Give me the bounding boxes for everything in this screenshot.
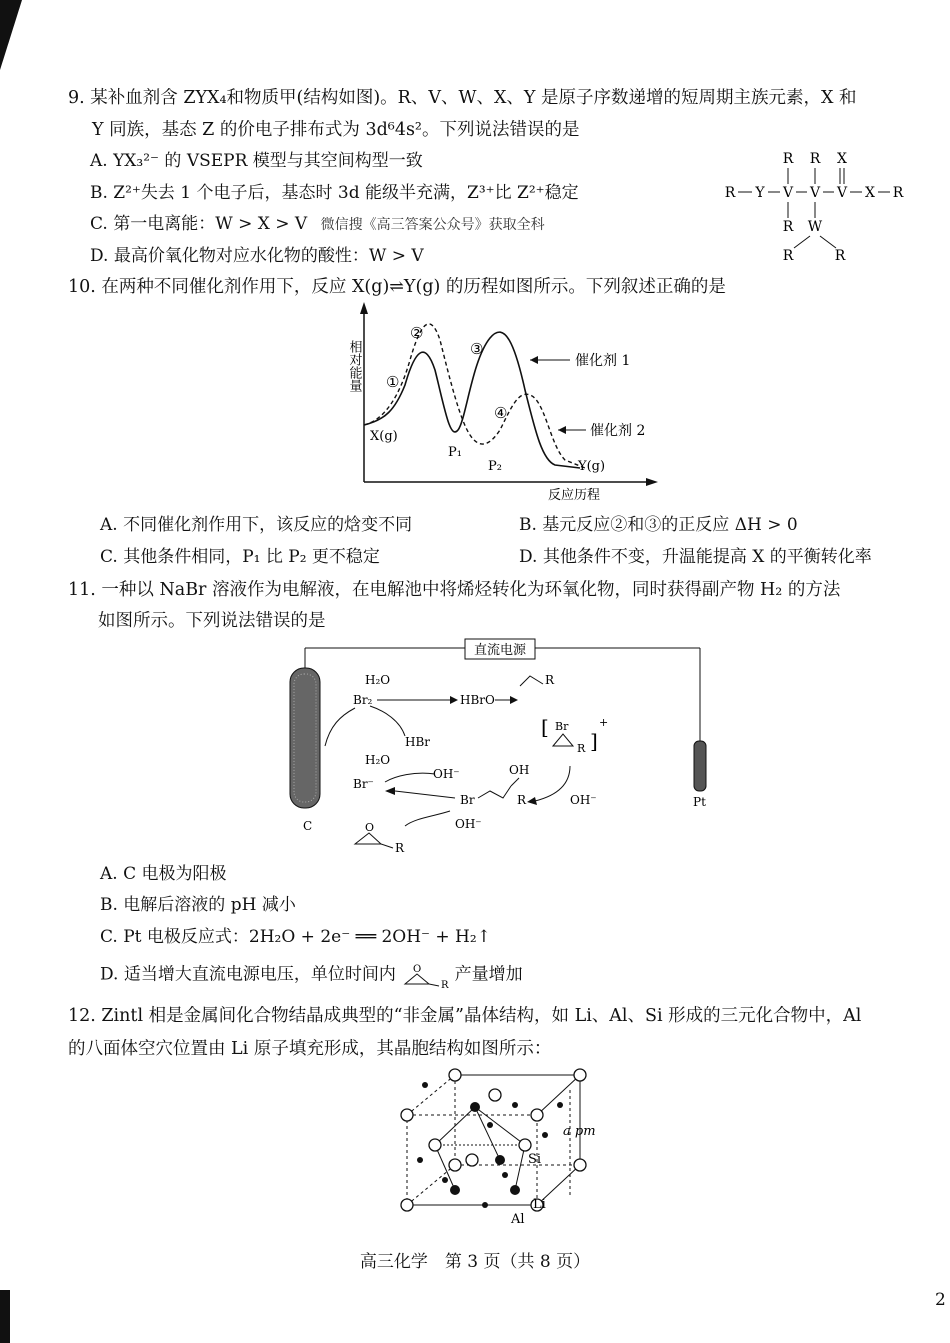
q10-option-b: B. 基元反应②和③的正反应 ΔH > 0 <box>519 515 798 535</box>
q10-energy-diagram <box>330 300 660 510</box>
q9-stem-line2: Y 同族，基态 Z 的价电子排布式为 3d⁶4s²。下列说法错误的是 <box>92 120 580 140</box>
struct-v1: V <box>782 185 794 201</box>
struct-y-left: Y <box>755 185 765 201</box>
q11-option-a: A. C 电极为阳极 <box>100 864 227 884</box>
q11-br-minus: Br⁻ <box>353 777 374 791</box>
q11-stem-line2: 如图所示。下列说法错误的是 <box>98 611 326 631</box>
q10-cat2-label: 催化剂 2 <box>590 423 646 439</box>
q11-option-b: B. 电解后溶液的 pH 减小 <box>100 895 296 915</box>
q11-c-label: C <box>303 819 313 833</box>
q12-stem-line2: 的八面体空穴位置由 Li 原子填充形成，其晶胞结构如图所示： <box>68 1039 552 1059</box>
q11-br-bromonium: Br <box>555 720 569 733</box>
q11-bracket-left: [ <box>541 715 549 739</box>
q12-si-label: Si <box>528 1152 542 1167</box>
q11-hbr: HBr <box>405 735 431 749</box>
struct-x-top: X <box>837 151 847 167</box>
q10-p2: P₂ <box>488 459 502 474</box>
q11-epoxide-o: O <box>365 821 375 834</box>
q9-structure-diagram <box>720 148 910 266</box>
q11-bracket-right: ] <box>590 729 598 753</box>
struct-r-bottom: R <box>782 219 794 235</box>
q11-option-d-text1: D. 适当增大直流电源电压，单位时间内 <box>100 964 396 985</box>
q11-br2: Br₂ <box>353 693 373 707</box>
q12-lattice-a: a pm <box>563 1124 596 1139</box>
q12-li-label: Li <box>533 1197 546 1212</box>
q11-electrolysis-diagram <box>285 636 725 855</box>
q11-h2o-mid: H₂O <box>365 753 391 767</box>
q11-br-group: Br <box>460 793 475 807</box>
q9-option-b: B. Z²⁺失去 1 个电子后，基态时 3d 能级半充满，Z³⁺比 Z²⁺稳定 <box>90 183 579 203</box>
q11-alkene-r: R <box>545 673 555 687</box>
q10-cat1-label: 催化剂 1 <box>575 353 631 369</box>
struct-r-w2: R <box>834 248 846 264</box>
q11-optd-epoxide-r: R <box>441 980 449 991</box>
struct-r-top1: R <box>782 151 794 167</box>
q11-power-label: 直流电源 <box>473 643 527 658</box>
struct-w: W <box>807 219 823 235</box>
q11-epoxide-r: R <box>395 841 405 855</box>
q11-option-d <box>100 962 523 991</box>
q10-ylabel: 相对能量 <box>346 340 362 392</box>
q11-optd-epoxide-o: O <box>413 964 422 975</box>
q11-oh-mid: OH⁻ <box>433 767 460 781</box>
q10-xg: X(g) <box>370 429 398 444</box>
q9-option-c-text: C. 第一电离能：W > X > V <box>90 214 308 234</box>
q11-hbro: HBrO <box>460 693 495 707</box>
q10-option-c: C. 其他条件相同，P₁ 比 P₂ 更不稳定 <box>100 547 380 567</box>
q10-mark-4: ④ <box>494 404 508 422</box>
q10-mark-3: ③ <box>470 340 484 358</box>
q11-h2o-top: H₂O <box>365 673 391 687</box>
q10-xlabel: 反应历程 <box>548 488 601 503</box>
struct-r-top2: R <box>809 151 821 167</box>
q10-p1: P₁ <box>448 445 462 460</box>
q9-option-d: D. 最高价氧化物对应水化物的酸性：W > V <box>90 246 424 266</box>
struct-r-w1: R <box>782 248 794 264</box>
q11-oh-right: OH⁻ <box>570 793 597 807</box>
page-number: 2 <box>935 1290 946 1310</box>
q11-oh-bottom: OH⁻ <box>455 817 482 831</box>
struct-v2: V <box>809 185 821 201</box>
q9-option-c <box>90 212 545 237</box>
q10-stem: 10. 在两种不同催化剂作用下，反应 X(g)⇌Y(g) 的历程如图所示。下列叙述正确的是 <box>68 277 726 297</box>
q11-option-d-text2: 产量增加 <box>454 964 523 985</box>
q11-option-c: C. Pt 电极反应式：2H₂O + 2e⁻ ══ 2OH⁻ + H₂↑ <box>100 927 491 947</box>
q9-option-a: A. YX₃²⁻ 的 VSEPR 模型与其空间构型一致 <box>90 151 423 171</box>
q12-crystal-cell-diagram <box>395 1065 615 1230</box>
struct-x-right: X <box>865 185 875 201</box>
page-footer: 高三化学 第 3 页（共 8 页） <box>359 1252 591 1272</box>
q10-mark-2: ② <box>410 324 424 342</box>
struct-r-right: R <box>892 185 904 201</box>
struct-v3: V <box>836 185 848 201</box>
q11-option-d-epoxide <box>401 962 449 991</box>
q10-mark-1: ① <box>386 373 400 391</box>
q9-stem-line1: 9. 某补血剂含 ZYX₄和物质甲(结构如图)。R、V、W、X、Y 是原子序数递增的短周期主族元素，X 和 <box>68 88 857 108</box>
struct-r-left: R <box>724 185 736 201</box>
scan-edge-mark <box>0 1290 10 1343</box>
q12-stem-line1: 12. Zintl 相是金属间化合物结晶成典型的“非金属”晶体结构，如 Li、Al、Si 形成的三元化合物中，Al <box>68 1006 862 1026</box>
q11-oh-group: OH <box>509 763 530 777</box>
q11-bromonium-r: R <box>577 742 586 755</box>
q10-option-a: A. 不同催化剂作用下，该反应的焓变不同 <box>100 515 413 535</box>
q11-pt-label: Pt <box>693 795 706 809</box>
watermark-text: 微信搜《高三答案公众号》获取全科 <box>320 217 545 233</box>
q12-al-label: Al <box>511 1212 525 1227</box>
q11-bromohydrin-r: R <box>517 793 527 807</box>
q10-yg: Y(g) <box>578 459 606 474</box>
q10-option-d: D. 其他条件不变，升温能提高 X 的平衡转化率 <box>519 547 872 567</box>
q11-stem-line1: 11. 一种以 NaBr 溶液作为电解液，在电解池中将烯烃转化为环氧化物，同时获得副产物 H₂ 的方法 <box>68 580 841 600</box>
scan-corner-mark <box>0 0 22 70</box>
q11-plus: + <box>599 716 609 729</box>
